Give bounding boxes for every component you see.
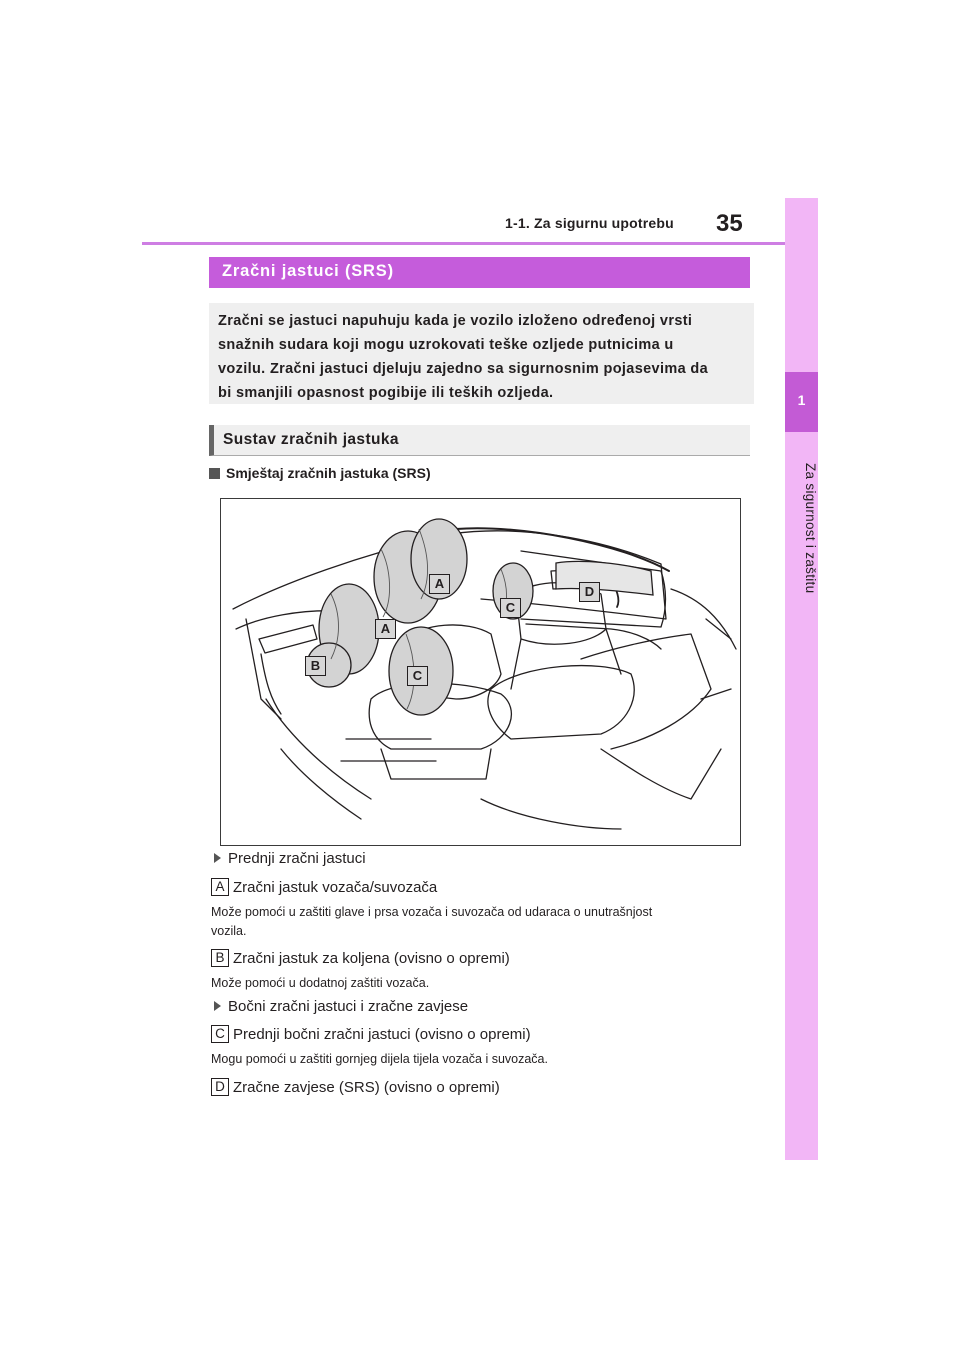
header-divider	[142, 242, 785, 245]
intro-line: vozilu. Zračni jastuci djeluju zajedno sa sigurnosnim pojasevima da	[218, 361, 708, 377]
list-item-d	[211, 1078, 500, 1096]
figure-callout-b: B	[305, 656, 326, 676]
group-heading-text: Bočni zračni jastuci i zračne zavjese	[228, 998, 469, 1015]
triangle-bullet-icon	[214, 853, 221, 863]
square-bullet-icon	[209, 468, 220, 479]
section-banner	[209, 257, 750, 288]
intro-line: snažnih sudara koji mogu uzrokovati teške ozljede putnicima u	[218, 337, 674, 353]
item-label: Zračni jastuk vozača/suvozača	[233, 878, 438, 896]
chapter-side-tab	[785, 198, 818, 1160]
list-group-heading	[214, 850, 366, 867]
item-note	[211, 903, 741, 941]
intro-line: Zračni se jastuci napuhuju kada je vozilo izloženo određenoj vrsti	[218, 313, 693, 329]
list-item-b	[211, 949, 510, 967]
letter-box-d: D	[211, 1078, 229, 1096]
subsection-heading	[209, 425, 750, 456]
item-label: Zračne zavjese (SRS) (ovisno o opremi)	[233, 1078, 500, 1096]
figure-callout-d: D	[579, 582, 600, 602]
triangle-bullet-icon	[214, 1001, 221, 1011]
intro-line: bi smanjili opasnost pogibije ili teških ozljeda.	[218, 385, 554, 401]
figure-callout-a: A	[429, 574, 450, 594]
chapter-title: Za sigurnost i zaštitu	[803, 462, 818, 594]
airbag-location-figure	[220, 498, 741, 846]
letter-box-c: C	[211, 1025, 229, 1043]
subsection-title: Sustav zračnih jastuka	[223, 431, 399, 448]
figure-callout-a: A	[375, 619, 396, 639]
note-line: vozila.	[211, 924, 247, 938]
list-group-heading	[214, 998, 468, 1015]
list-item-c	[211, 1025, 531, 1043]
figure-callout-c: C	[500, 598, 521, 618]
item-label: Zračni jastuk za koljena (ovisno o opremi)	[233, 949, 510, 967]
item-note: Mogu pomoći u zaštiti gornjeg dijela tijela vozača i suvozača.	[211, 1052, 548, 1066]
letter-box-b: B	[211, 949, 229, 967]
page-number: 35	[716, 210, 743, 237]
bullet-heading-text: Smještaj zračnih jastuka (SRS)	[226, 465, 431, 481]
car-interior-illustration	[221, 499, 741, 846]
item-label: Prednji bočni zračni jastuci (ovisno o opremi)	[233, 1025, 531, 1043]
list-item-a	[211, 878, 437, 896]
item-note: Može pomoći u dodatnoj zaštiti vozača.	[211, 976, 430, 990]
running-header-title: 1-1. Za sigurnu upotrebu	[505, 215, 674, 231]
section-title: Zračni jastuci (SRS)	[222, 262, 394, 280]
intro-box	[209, 303, 754, 404]
chapter-number: 1	[797, 392, 806, 408]
letter-box-a: A	[211, 878, 229, 896]
note-line: Može pomoći u zaštiti glave i prsa vozača i suvozača od udaraca o unutrašnjost	[211, 905, 653, 919]
bullet-heading	[209, 465, 431, 481]
figure-callout-c: C	[407, 666, 428, 686]
group-heading-text: Prednji zračni jastuci	[228, 850, 366, 867]
